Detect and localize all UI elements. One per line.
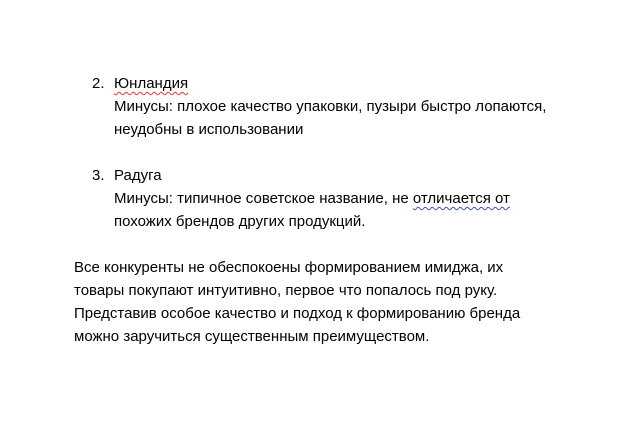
list-item-2 xyxy=(74,72,614,141)
spelling-error-word[interactable]: Юнландия xyxy=(114,75,189,92)
paragraph-line: Представив особое качество и подход к формированию бренда xyxy=(74,305,521,322)
list-item-text-line: Минусы: плохое качество упаковки, пузыри быстро лопаются, xyxy=(114,98,547,115)
document-body[interactable] xyxy=(74,72,614,348)
list-item-text-line: неудобны в использовании xyxy=(114,121,304,138)
list-number: 3. xyxy=(92,167,105,184)
paragraph-line: товары покупают интуитивно, первое что попалось под руку. xyxy=(74,282,498,299)
list-item-text-line: похожих брендов других продукций. xyxy=(114,213,366,230)
list-item-3 xyxy=(74,164,614,233)
conclusion-paragraph xyxy=(74,256,614,348)
list-item-title xyxy=(114,72,614,95)
paragraph-line: можно заручиться существенным преимуществом. xyxy=(74,328,430,345)
list-item-title: Радуга xyxy=(114,167,162,184)
paragraph-line: Все конкуренты не обеспокоены формированием имиджа, их xyxy=(74,259,504,276)
list-item-text-line xyxy=(114,187,614,210)
list-number: 2. xyxy=(92,75,105,92)
text-segment: Минусы: типичное советское название, не xyxy=(114,190,413,207)
grammar-error-phrase[interactable]: отличается от xyxy=(412,190,510,207)
